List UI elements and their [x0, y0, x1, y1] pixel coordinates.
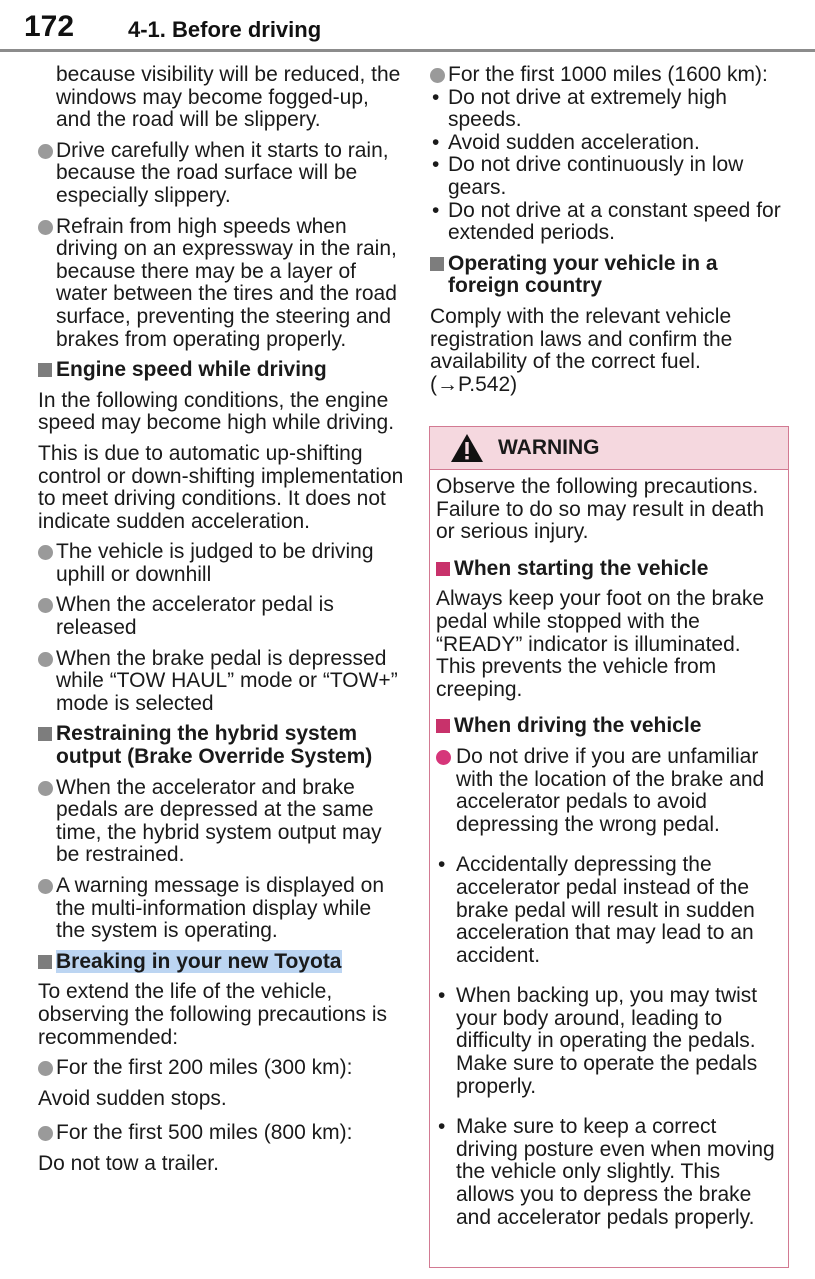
bullet-icon: [38, 879, 53, 894]
bullet-icon: [38, 1061, 53, 1076]
bullet-icon: [38, 144, 53, 159]
paragraph: Do not tow a trailer.: [38, 1151, 219, 1175]
bullet-icon: [430, 68, 445, 83]
list-item: When the accelerator and brake pedals are depressed at the same time, the hybrid system output may be restrained.: [38, 777, 406, 867]
heading-driving-vehicle: When driving the vehicle: [436, 715, 782, 738]
list-item: A warning message is displayed on the multi-information display while the system is operating.: [38, 875, 406, 943]
highlighted-text[interactable]: Breaking in your new Toyota: [56, 949, 342, 973]
heading-foreign-country: Operating your vehicle in a foreign country: [430, 253, 792, 298]
section-title: 4-1. Before driving: [128, 17, 322, 42]
warning-box: [429, 426, 789, 1268]
header-divider: [0, 49, 815, 52]
paragraph: Always keep your foot on the brake pedal while stopped with the “READY” indicator is illuminated. This prevents the vehicle from creeping.: [436, 587, 765, 701]
warning-triangle-icon: [450, 433, 484, 463]
square-bullet-icon: [430, 257, 444, 271]
sub-list: [430, 87, 792, 245]
bullet-icon: [38, 652, 53, 667]
left-column: [38, 64, 406, 1184]
list-item: Do not drive if you are unfamiliar with the location of the brake and accelerator pedals to avoid depressing the wrong pedal.: [436, 746, 782, 836]
list-item: Drive carefully when it starts to rain, because the road surface will be especially slippery.: [38, 140, 406, 208]
list-item: • Make sure to keep a correct driving posture even when moving the vehicle only slightly. This allows you to depress the brake and accelerator pedals properly.: [438, 1115, 775, 1229]
bullet-icon: [436, 750, 451, 765]
continued-text: because visibility will be reduced, the windows may become fogged-up, and the road will be slippery.: [56, 63, 401, 132]
list-item: When the brake pedal is depressed while “TOW HAUL” mode or “TOW+” mode is selected: [38, 648, 406, 716]
page-number: 172: [24, 10, 75, 43]
list-item: Refrain from high speeds when driving on an expressway in the rain, because there may be a layer of water between the tires and the road surface, preventing the steering and brakes from operating properly.: [38, 216, 406, 352]
heading-brake-override: Restraining the hybrid system output (Brake Override System): [38, 723, 406, 768]
square-bullet-icon: [38, 955, 52, 969]
paragraph: Observe the following precautions.: [436, 475, 759, 498]
warning-header: [430, 427, 788, 470]
square-bullet-icon: [38, 727, 52, 741]
paragraph: Comply with the relevant vehicle registration laws and confirm the availability of the correct fuel. (→P.542): [430, 304, 733, 396]
bullet-icon: [38, 220, 53, 235]
list-item: For the first 500 miles (800 km):: [38, 1122, 406, 1145]
bullet-icon: [38, 1126, 53, 1141]
bullet-icon: [38, 781, 53, 796]
paragraph: Avoid sudden stops.: [38, 1086, 227, 1110]
sub-list-item: • Do not drive at extremely high speeds.: [432, 85, 727, 132]
paragraph: This is due to automatic up-shifting control or down-shifting implementation to meet driving conditions. It does not indicate sudden acceleration.: [38, 441, 404, 533]
list-item: The vehicle is judged to be driving uphill or downhill: [38, 541, 406, 586]
right-column: [430, 64, 792, 404]
warning-body: [430, 470, 788, 1229]
sub-list-item: • Do not drive at a constant speed for extended periods.: [432, 198, 781, 245]
list-item: For the first 200 miles (300 km):: [38, 1057, 406, 1080]
list-item: • Accidentally depressing the accelerator pedal instead of the brake pedal will result in sudden acceleration that may lead to an accident.: [438, 853, 755, 967]
sub-list-item: • Avoid sudden acceleration.: [432, 130, 700, 154]
square-bullet-icon: [436, 719, 450, 733]
bullet-icon: [38, 545, 53, 560]
heading-starting-vehicle: When starting the vehicle: [436, 558, 782, 581]
paragraph: To extend the life of the vehicle, observing the following precautions is recommended:: [38, 980, 388, 1049]
heading-engine-speed: Engine speed while driving: [38, 359, 406, 382]
list-item: For the first 1000 miles (1600 km):: [430, 64, 792, 87]
square-bullet-icon: [38, 363, 52, 377]
paragraph: In the following conditions, the engine speed may become high while driving.: [38, 388, 395, 435]
sub-list-item: • Do not drive continuously in low gears.: [432, 153, 744, 199]
paragraph: Failure to do so may result in death or serious injury.: [436, 497, 765, 544]
page-header: [0, 0, 815, 52]
bullet-icon: [38, 598, 53, 613]
list-item: • When backing up, you may twist your body around, leading to difficulty in operating the pedals. Make sure to operate the pedals properly.: [438, 984, 758, 1098]
warning-label: WARNING: [498, 436, 600, 459]
square-bullet-icon: [436, 562, 450, 576]
list-item: When the accelerator pedal is released: [38, 594, 406, 639]
heading-breaking-in: [38, 951, 406, 974]
